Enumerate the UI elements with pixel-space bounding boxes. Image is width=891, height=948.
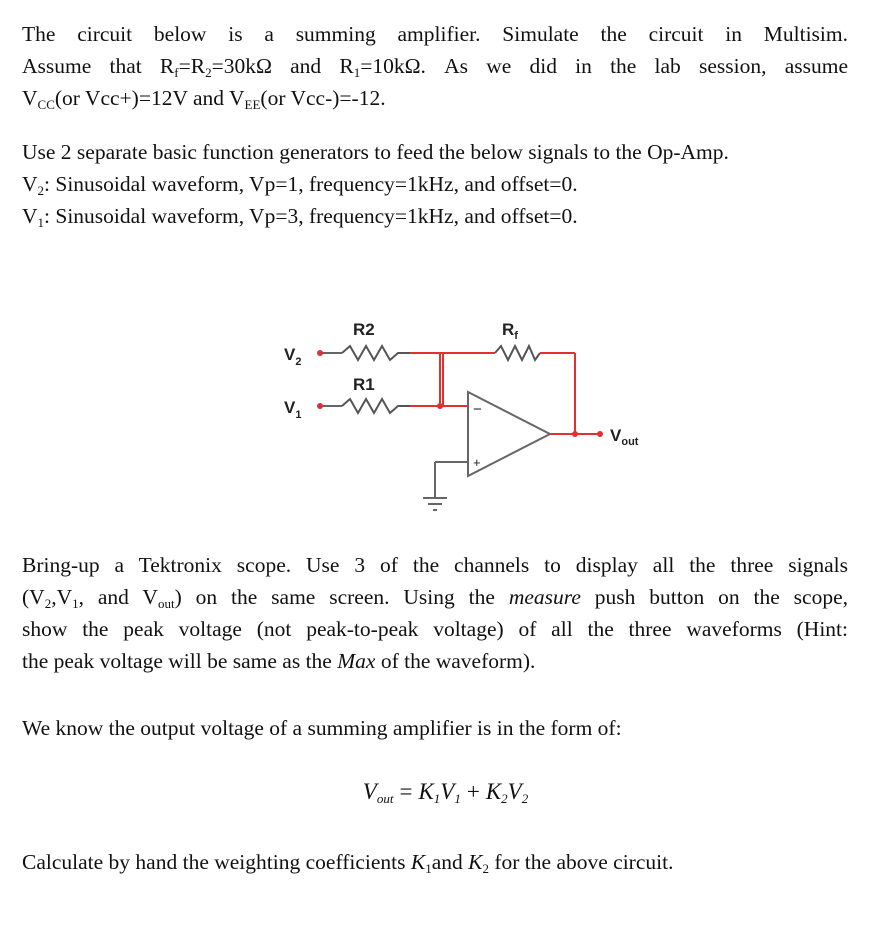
- rf-resistor: [495, 346, 540, 360]
- r2-label: R2: [353, 320, 375, 339]
- v1-terminal: [317, 403, 323, 409]
- subscript: EE: [244, 97, 261, 112]
- rf-label: $R_f$: [502, 320, 518, 342]
- intro-paragraph: [22, 18, 848, 114]
- signals-paragraph: [22, 136, 848, 232]
- summing-amplifier-circuit: [270, 310, 670, 520]
- v2-label: $V_2$: [284, 345, 302, 368]
- subscript: 1: [433, 791, 441, 806]
- text-run: of the waveform).: [375, 649, 536, 673]
- scope-line-2: [22, 581, 848, 613]
- signals-line-3: [22, 200, 848, 232]
- text-run: =R: [178, 54, 206, 78]
- formula-term: V: [507, 779, 522, 804]
- calculate-paragraph: [22, 846, 848, 878]
- formula-operator: =: [399, 779, 413, 804]
- text-run: , and V: [78, 585, 158, 609]
- signals-line-2: [22, 168, 848, 200]
- intro-line-3: [22, 82, 848, 114]
- intro-line-2: [22, 50, 848, 82]
- v1-label: $V_1$: [284, 398, 302, 421]
- text-run: ) on the same screen. Using the: [174, 585, 509, 609]
- subscript: out: [157, 596, 175, 611]
- text-run: ,V: [51, 585, 73, 609]
- r1-resistor: [342, 399, 410, 413]
- text-run: Assume that R: [22, 54, 175, 78]
- text-run: V: [22, 172, 38, 196]
- text-run: : Sinusoidal waveform, Vp=1, frequency=1kHz, and offset=0.: [44, 172, 578, 196]
- scope-line-1: Bring-up a Tektronix scope. Use 3 of the channels to display all the three signals: [22, 553, 848, 577]
- v2-terminal: [317, 350, 323, 356]
- calculate-line-1: [22, 846, 848, 878]
- text-run: V: [22, 204, 38, 228]
- text-run: : Sinusoidal waveform, Vp=3, frequency=1kHz, and offset=0.: [44, 204, 578, 228]
- text-run: and: [431, 850, 469, 874]
- subscript: 1: [37, 215, 45, 230]
- inverting-sign: −: [473, 401, 482, 418]
- text-run: (V: [22, 585, 45, 609]
- subscript: 2: [37, 183, 45, 198]
- emphasis: measure: [508, 585, 581, 609]
- formula-term: K: [485, 779, 502, 804]
- output-node: [572, 431, 578, 437]
- subscript: f: [174, 65, 179, 80]
- noninverting-sign: +: [473, 455, 481, 470]
- formula-term: V: [362, 779, 377, 804]
- text-run: =30kΩ and R: [211, 54, 354, 78]
- form-line-1: We know the output voltage of a summing amplifier is in the form of:: [22, 716, 622, 740]
- r1-label: R1: [353, 375, 375, 394]
- subscript: 1: [425, 861, 432, 876]
- k2-symbol: K: [468, 850, 483, 874]
- subscript: 1: [454, 791, 461, 806]
- form-paragraph: [22, 712, 848, 744]
- text-run: V: [22, 86, 38, 110]
- formula-term: V: [440, 779, 455, 804]
- vout-label: $V_{out}$: [610, 426, 639, 448]
- scope-line-4: [22, 645, 848, 677]
- subscript: out: [376, 791, 394, 806]
- text-run: for the above circuit.: [488, 850, 674, 874]
- subscript: 2: [44, 596, 52, 611]
- intro-line-1: The circuit below is a summing amplifier. Simulate the circuit in Multisim.: [22, 22, 848, 46]
- text-run: Calculate by hand the weighting coefficients: [22, 850, 411, 874]
- subscript: 2: [482, 861, 489, 876]
- subscript: CC: [37, 97, 55, 112]
- formula-operator: +: [466, 779, 480, 804]
- text-run: the peak voltage will be same as the: [22, 649, 338, 673]
- formula-term: K: [418, 779, 434, 804]
- scope-line-3: show the peak voltage (not peak-to-peak voltage) of all the three waveforms (Hint:: [22, 617, 848, 641]
- emphasis: Max: [337, 649, 376, 673]
- junction-node: [437, 403, 443, 409]
- scope-paragraph: [22, 549, 848, 677]
- subscript: 1: [72, 596, 79, 611]
- signals-line-1: Use 2 separate basic function generators to feed the below signals to the Op-Amp.: [22, 140, 729, 164]
- text-run: (or Vcc+)=12V and V: [54, 86, 245, 110]
- vout-terminal: [597, 431, 603, 437]
- subscript: 1: [353, 65, 361, 80]
- text-run: (or Vcc-)=-12.: [260, 86, 386, 110]
- subscript: 2: [205, 65, 212, 80]
- subscript: 2: [521, 791, 529, 806]
- subscript: 2: [501, 791, 508, 806]
- text-run: push button on the scope,: [580, 585, 848, 609]
- text-run: =10kΩ. As we did in the lab session, assume: [360, 54, 848, 78]
- vout-formula: [0, 779, 891, 805]
- r2-resistor: [342, 346, 410, 360]
- k1-symbol: K: [410, 850, 426, 874]
